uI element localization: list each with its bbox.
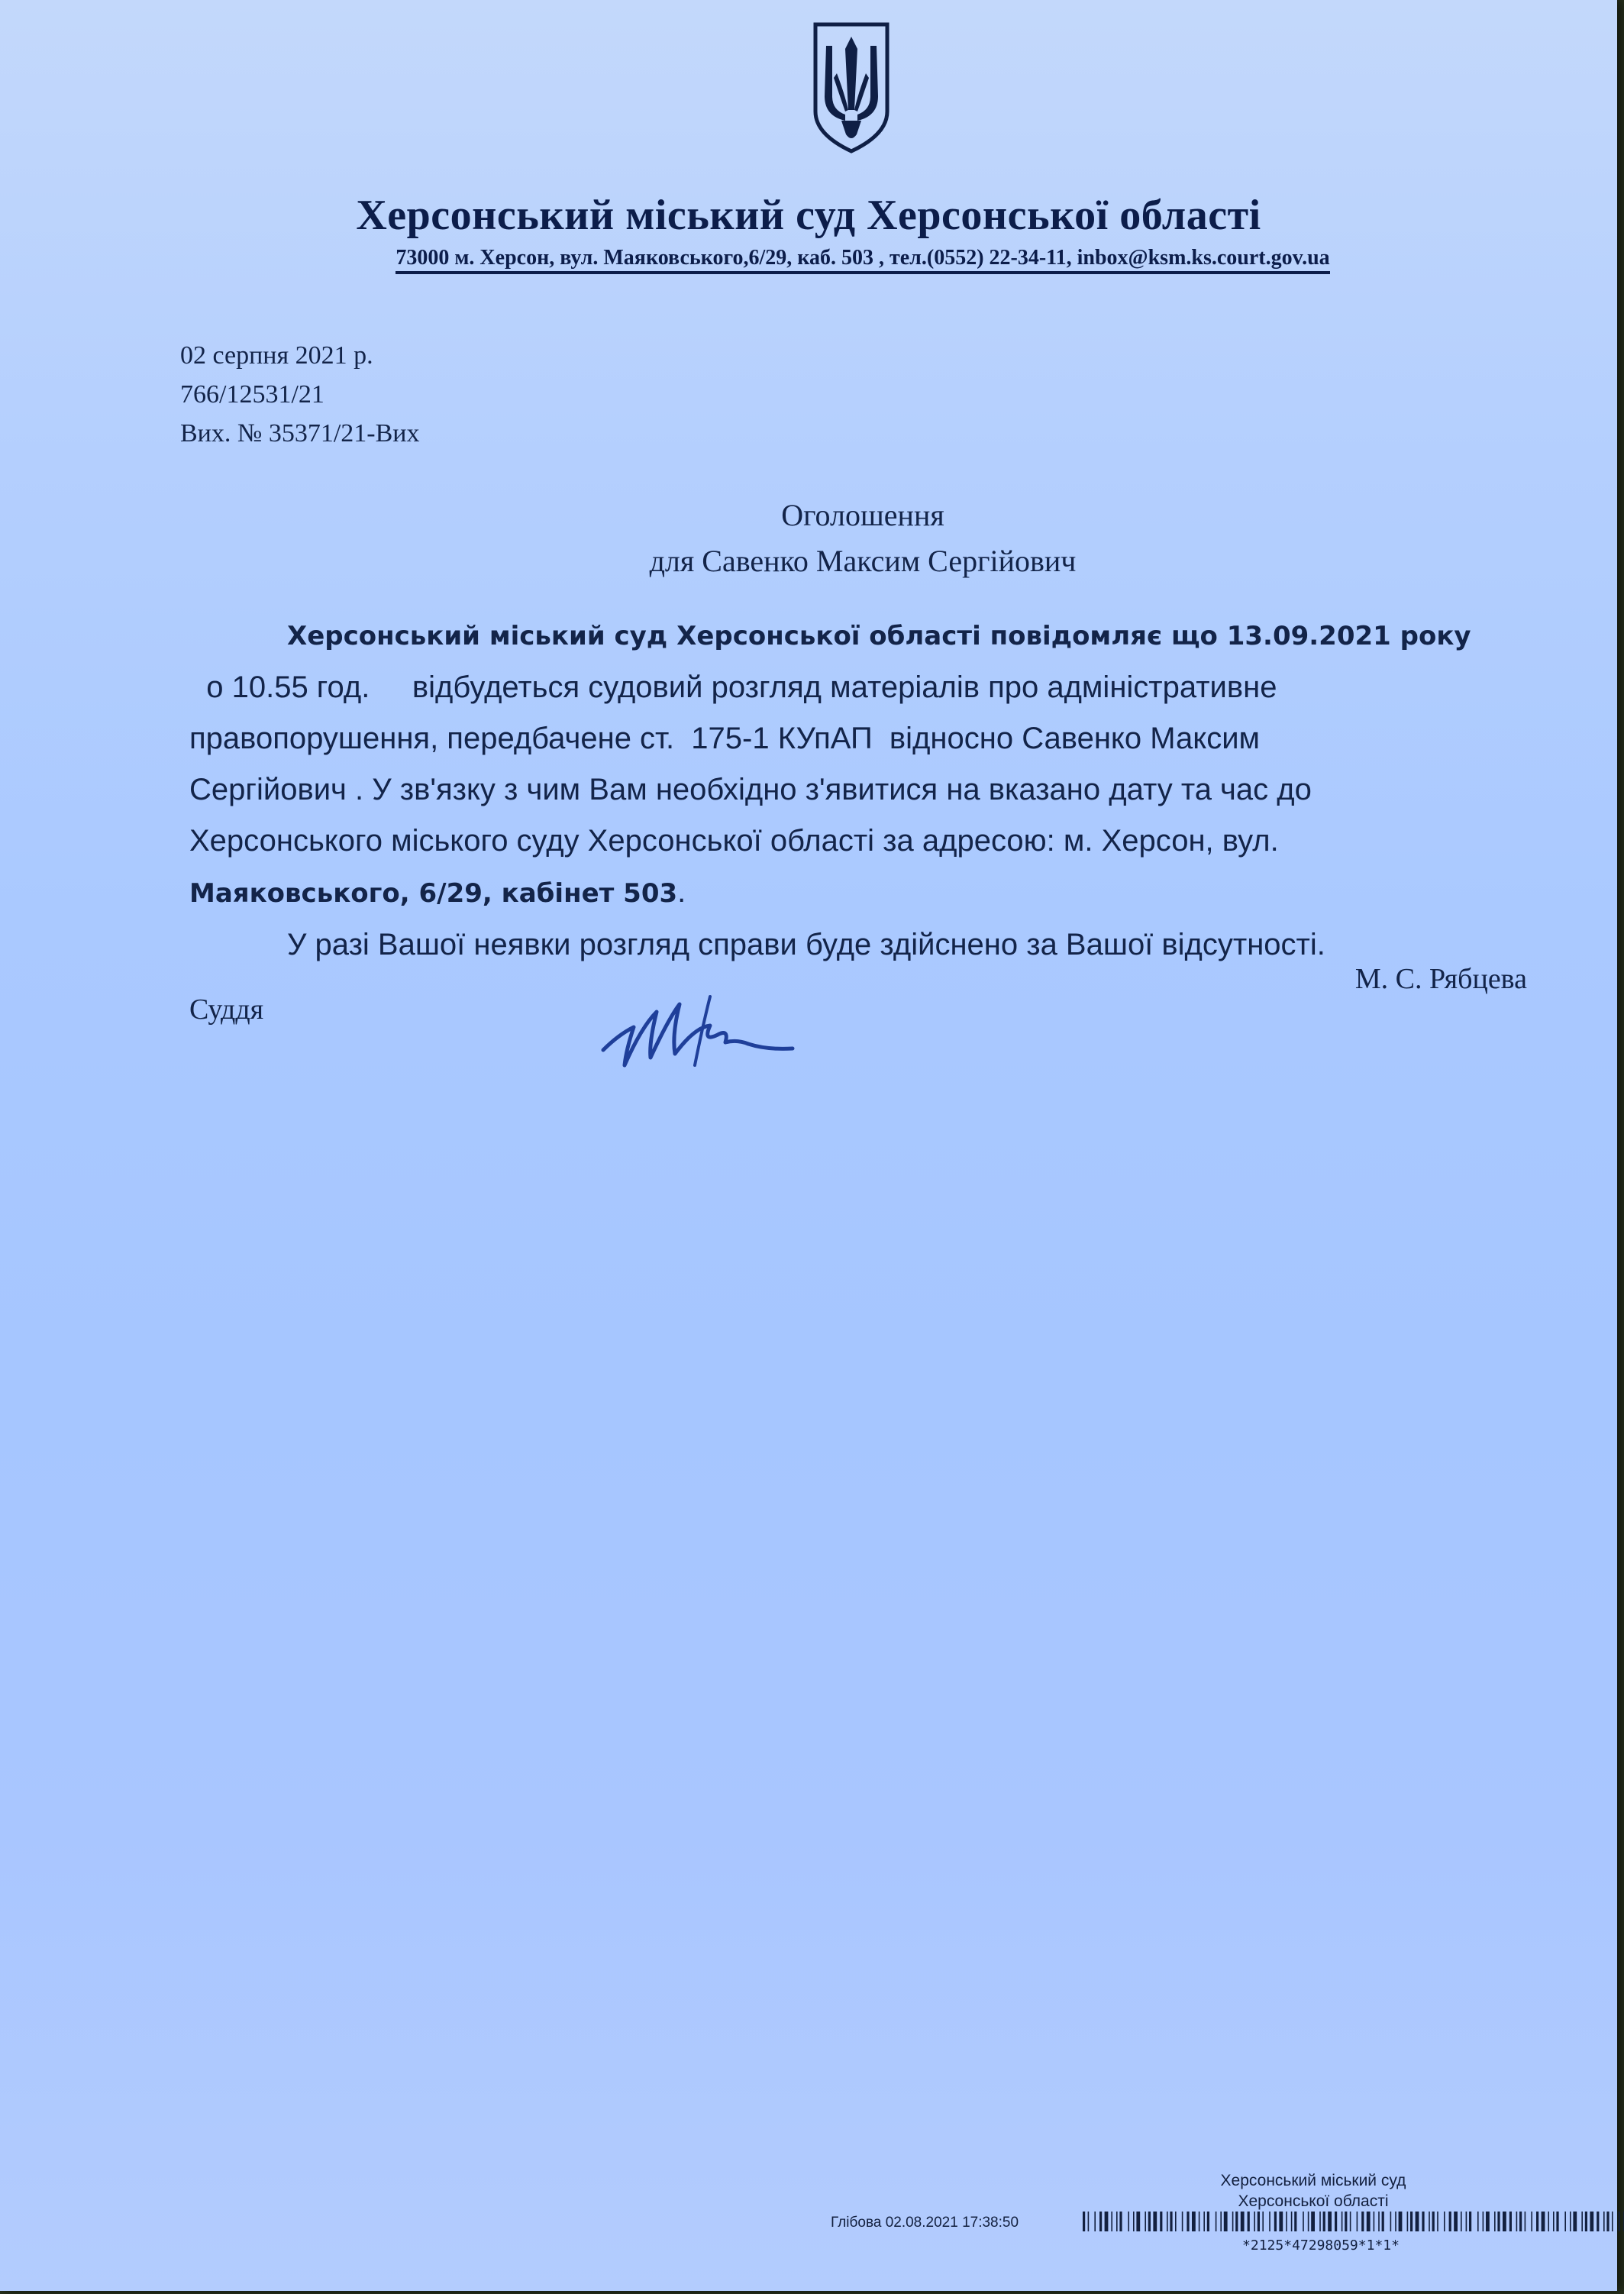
barcode-bar xyxy=(1088,2212,1090,2231)
barcode-bar xyxy=(1606,2212,1609,2231)
barcode-bar xyxy=(1573,2212,1577,2231)
case-number: 766/12531/21 xyxy=(180,380,324,409)
registration-row xyxy=(831,2212,1587,2236)
barcode-bar xyxy=(1350,2212,1351,2231)
barcode-bar xyxy=(1311,2212,1315,2231)
body-line-3: правопорушення, передбачене ст. 175-1 КУпАП відносно Савенко Максим xyxy=(189,722,1261,755)
barcode-bar xyxy=(1224,2212,1228,2231)
barcode-bar xyxy=(1192,2212,1196,2231)
barcode-bar xyxy=(1503,2212,1506,2231)
barcode-bar xyxy=(1254,2212,1255,2231)
barcode-bar xyxy=(1454,2212,1458,2231)
barcode-bar xyxy=(1570,2212,1571,2231)
barcode-bar xyxy=(1407,2212,1409,2231)
barcode-text: *2125*47298059*1*1* xyxy=(1242,2237,1400,2254)
barcode-bar xyxy=(1497,2212,1500,2231)
barcode-bar xyxy=(1483,2212,1484,2231)
barcode-bar xyxy=(1207,2212,1209,2231)
signature-block xyxy=(189,962,1527,1026)
barcode-bar xyxy=(1461,2212,1462,2231)
body-line-4: Сергійович . У зв'язку з чим Вам необхідно з'явитися на вказано дату та час до xyxy=(189,773,1312,806)
barcode-bar xyxy=(1564,2212,1566,2231)
court-stamp xyxy=(1191,2170,1435,2212)
barcode-bar xyxy=(1294,2212,1296,2231)
barcode-bar xyxy=(1553,2212,1555,2231)
barcode-bar xyxy=(1341,2212,1343,2231)
barcode-bar xyxy=(1466,2212,1467,2231)
court-name-heading: Херсонський міський суд Херсонської області xyxy=(356,192,1261,239)
barcode-bar xyxy=(1128,2212,1129,2231)
barcode-bar xyxy=(1232,2212,1234,2231)
clerk-timestamp: Глібова 02.08.2021 17:38:50 xyxy=(831,2215,1019,2231)
notice-recipient: для Савенко Максим Сергійович xyxy=(649,544,1077,578)
barcode-bar xyxy=(1444,2212,1445,2231)
barcode-bar xyxy=(1399,2212,1403,2231)
barcode-bar xyxy=(1612,2212,1613,2231)
barcode-bar xyxy=(1416,2212,1419,2231)
barcode-bar xyxy=(1323,2212,1325,2231)
barcode-bar xyxy=(1303,2212,1304,2231)
barcode-bar xyxy=(1199,2212,1200,2231)
barcode-bar xyxy=(1105,2212,1109,2231)
document-date: 02 серпня 2021 р. xyxy=(180,341,373,370)
barcode-bar xyxy=(1449,2212,1451,2231)
barcode-bar xyxy=(1145,2212,1146,2231)
body-paragraph-2: У разі Вашої неявки розгляд справи буде здійснено за Вашої відсутності. xyxy=(287,928,1325,961)
court-address-text: 73000 м. Херсон, вул. Маяковського,6/29, каб. 503 , тел.(0552) 22-34-11, inbox@ksm.ks.court.gov.ua xyxy=(396,246,1329,274)
barcode-bar xyxy=(1390,2212,1392,2231)
tryzub-icon xyxy=(811,20,892,156)
stamp-line-1: Херсонський міський суд xyxy=(1220,2172,1406,2189)
barcode-bar xyxy=(1477,2212,1479,2231)
barcode-bar xyxy=(1531,2212,1532,2231)
handwritten-signature xyxy=(596,981,802,1081)
barcode xyxy=(1083,2212,1624,2231)
barcode-bar xyxy=(1286,2212,1287,2231)
barcode-bar xyxy=(1590,2212,1593,2231)
barcode-bar xyxy=(1328,2212,1332,2231)
barcode-bar xyxy=(1291,2212,1293,2231)
barcode-bar xyxy=(1357,2212,1358,2231)
barcode-bar xyxy=(1216,2212,1217,2231)
barcode-bar xyxy=(1175,2212,1177,2231)
barcode-bar xyxy=(1509,2212,1512,2231)
barcode-bar xyxy=(1083,2212,1085,2231)
barcode-bar xyxy=(1235,2212,1238,2231)
body-line-5: Херсонського міського суду Херсонської області за адресою: м. Херсон, вул. xyxy=(189,824,1279,858)
barcode-bar xyxy=(1094,2212,1096,2231)
barcode-bar xyxy=(1536,2212,1538,2231)
barcode-bar xyxy=(1319,2212,1321,2231)
barcode-bar xyxy=(1187,2212,1189,2231)
document-meta xyxy=(180,336,419,453)
notice-heading xyxy=(0,493,1624,584)
barcode-bar xyxy=(1585,2212,1587,2231)
barcode-bar xyxy=(1203,2212,1205,2231)
barcode-bar xyxy=(1116,2212,1118,2231)
barcode-bar xyxy=(1367,2212,1371,2231)
barcode-bar xyxy=(1516,2212,1518,2231)
barcode-bar xyxy=(1220,2212,1222,2231)
barcode-bar xyxy=(1556,2212,1558,2231)
barcode-bar xyxy=(1486,2212,1490,2231)
barcode-bar xyxy=(1136,2212,1140,2231)
barcode-bar xyxy=(1429,2212,1430,2231)
barcode-bar xyxy=(1494,2212,1496,2231)
barcode-bar xyxy=(1525,2212,1526,2231)
barcode-bar xyxy=(1111,2212,1112,2231)
notice-title: Оголошення xyxy=(781,498,944,532)
barcode-bar xyxy=(1619,2212,1620,2231)
barcode-bar xyxy=(1542,2212,1545,2231)
body-line-2: о 10.55 год. відбудеться судовий розгляд матеріалів про адміністративне xyxy=(189,670,1277,704)
barcode-bar xyxy=(1422,2212,1424,2231)
barcode-bar xyxy=(1410,2212,1413,2231)
barcode-bar xyxy=(1603,2212,1605,2231)
judge-name: М. С. Рябцева xyxy=(1354,963,1527,995)
barcode-bar xyxy=(1345,2212,1347,2231)
barcode-bar xyxy=(1153,2212,1157,2231)
barcode-bar xyxy=(1395,2212,1396,2231)
barcode-bar xyxy=(1308,2212,1309,2231)
barcode-bar xyxy=(1279,2212,1283,2231)
barcode-bar xyxy=(1148,2212,1151,2231)
barcode-bar xyxy=(1382,2212,1384,2231)
barcode-bar xyxy=(1269,2212,1270,2231)
barcode-bar xyxy=(1274,2212,1277,2231)
barcode-bar xyxy=(1361,2212,1364,2231)
barcode-bar xyxy=(1597,2212,1599,2231)
barcode-bar xyxy=(1378,2212,1380,2231)
body-line-1: Херсонський міський суд Херсонської області повідомляє що 13.09.2021 року xyxy=(287,621,1471,651)
barcode-bar xyxy=(1519,2212,1522,2231)
notice-body xyxy=(189,609,1518,971)
court-address xyxy=(275,246,1451,270)
barcode-bar xyxy=(1248,2212,1250,2231)
barcode-bar xyxy=(1241,2212,1245,2231)
barcode-bar xyxy=(1437,2212,1438,2231)
barcode-bar xyxy=(1099,2212,1102,2231)
barcode-bar xyxy=(1160,2212,1162,2231)
barcode-bar xyxy=(1258,2212,1260,2231)
barcode-bar xyxy=(1170,2212,1172,2231)
barcode-bar xyxy=(1133,2212,1135,2231)
barcode-bar xyxy=(1167,2212,1168,2231)
barcode-bar xyxy=(1182,2212,1183,2231)
barcode-bar xyxy=(1469,2212,1471,2231)
barcode-bar xyxy=(1119,2212,1122,2231)
body-line-6: Маяковського, 6/29, кабінет 503. xyxy=(189,875,686,909)
barcode-bar xyxy=(1374,2212,1375,2231)
barcode-bar xyxy=(1432,2212,1435,2231)
barcode-bar xyxy=(1548,2212,1549,2231)
outgoing-number: Вих. № 35371/21-Вих xyxy=(180,419,420,447)
barcode-bar xyxy=(1335,2212,1337,2231)
barcode-bar xyxy=(1262,2212,1264,2231)
barcode-bar xyxy=(1581,2212,1583,2231)
stamp-line-2: Херсонської області xyxy=(1238,2192,1389,2210)
judge-label: Суддя xyxy=(189,994,264,1026)
